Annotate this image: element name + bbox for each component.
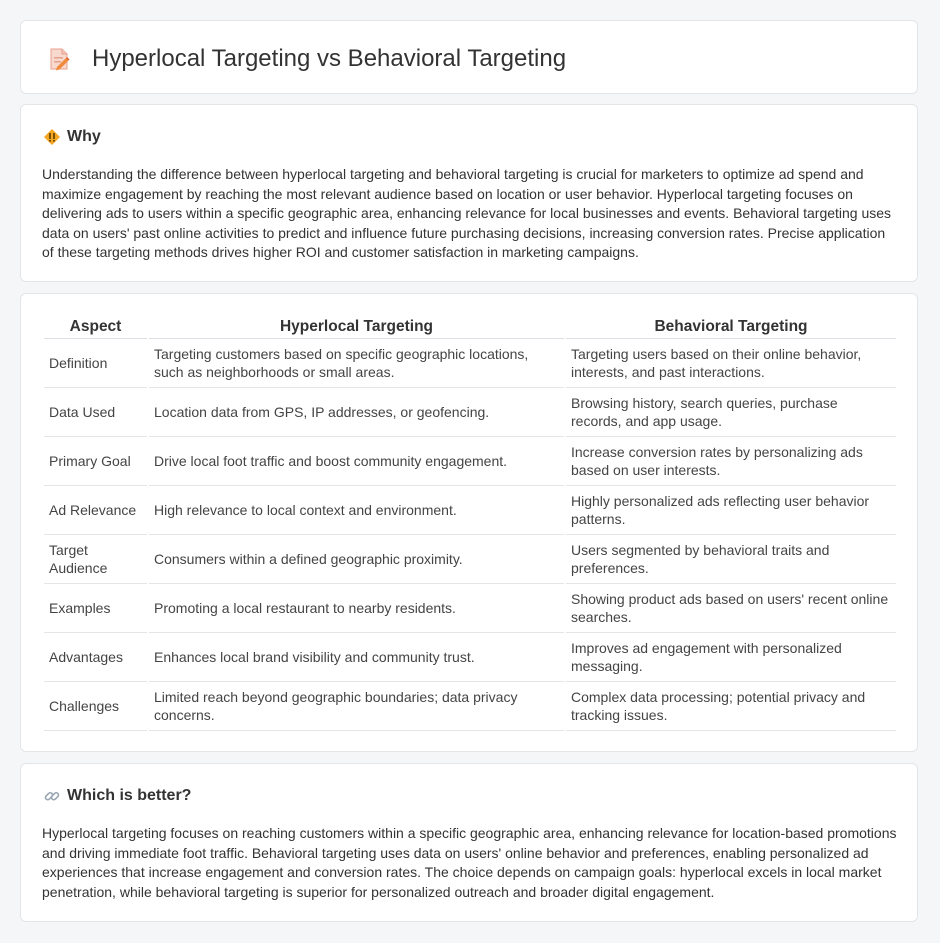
- row-hyperlocal: Location data from GPS, IP addresses, or geofencing.: [149, 388, 564, 437]
- page-title: Hyperlocal Targeting vs Behavioral Targeting: [92, 45, 567, 72]
- link-icon: [43, 787, 61, 805]
- row-hyperlocal: Enhances local brand visibility and community trust.: [149, 633, 564, 682]
- which-heading: Which is better?: [67, 787, 192, 804]
- row-aspect: Examples: [44, 584, 147, 633]
- title-card: [20, 20, 918, 94]
- row-hyperlocal: Consumers within a defined geographic proximity.: [149, 535, 564, 584]
- row-behavioral: Complex data processing; potential privacy and tracking issues.: [566, 682, 896, 731]
- table-header-row: [44, 316, 896, 339]
- table-row: [44, 535, 896, 584]
- row-hyperlocal: High relevance to local context and environment.: [149, 486, 564, 535]
- header-hyperlocal: Hyperlocal Targeting: [149, 316, 564, 339]
- why-section: [20, 104, 918, 282]
- row-aspect: Primary Goal: [44, 437, 147, 486]
- row-behavioral: Improves ad engagement with personalized messaging.: [566, 633, 896, 682]
- table-row: [44, 388, 896, 437]
- why-heading: Why: [67, 128, 101, 145]
- row-behavioral: Browsing history, search queries, purchase records, and app usage.: [566, 388, 896, 437]
- row-hyperlocal: Drive local foot traffic and boost community engagement.: [149, 437, 564, 486]
- table-row: [44, 633, 896, 682]
- row-aspect: Challenges: [44, 682, 147, 731]
- which-text: Hyperlocal targeting focuses on reaching customers within a specific geographic area, enhancing relevance for location-based promotions and driving immediate foot traffic. Behavioral targeting uses data on users' online behavior and preferences, enabling personalized ad experiences that increase engagement and conversion rates. The choice depends on campaign goals: hyperlocal excels in local market penetration, while behavioral targeting is superior for personalized outreach and broader digital engagement.: [42, 825, 897, 900]
- row-aspect: Definition: [44, 339, 147, 388]
- row-aspect: Ad Relevance: [44, 486, 147, 535]
- table-row: [44, 339, 896, 388]
- row-aspect: Advantages: [44, 633, 147, 682]
- comparison-section: [20, 293, 918, 752]
- row-hyperlocal: Limited reach beyond geographic boundaries; data privacy concerns.: [149, 682, 564, 731]
- header-aspect: Aspect: [44, 316, 147, 339]
- row-aspect: Data Used: [44, 388, 147, 437]
- table-row: [44, 486, 896, 535]
- row-hyperlocal: Promoting a local restaurant to nearby residents.: [149, 584, 564, 633]
- row-behavioral: Increase conversion rates by personalizing ads based on user interests.: [566, 437, 896, 486]
- header-behavioral: Behavioral Targeting: [566, 316, 896, 339]
- table-row: [44, 437, 896, 486]
- row-behavioral: Highly personalized ads reflecting user behavior patterns.: [566, 486, 896, 535]
- why-heading-row: [43, 127, 101, 147]
- comparison-table: [42, 316, 898, 731]
- row-aspect: Target Audience: [44, 535, 147, 584]
- diamond-warning-icon: [43, 128, 61, 146]
- table-row: [44, 682, 896, 731]
- row-behavioral: Showing product ads based on users' recent online searches.: [566, 584, 896, 633]
- document-pencil-icon: [46, 46, 72, 72]
- which-section: [20, 763, 918, 922]
- row-behavioral: Users segmented by behavioral traits and preferences.: [566, 535, 896, 584]
- why-text: Understanding the difference between hyperlocal targeting and behavioral targeting is crucial for marketers to optimize ad spend and maximize engagement by reaching the most relevant audience based on location or user behavior. Hyperlocal targeting focuses on delivering ads to users within a specific geographic area, enhancing relevance for local businesses and events. Behavioral targeting uses data on users' past online activities to predict and influence future purchasing decisions, increasing conversion rates. Precise application of these targeting methods drives higher ROI and customer satisfaction in marketing campaigns.: [42, 166, 892, 260]
- which-heading-row: [43, 786, 191, 806]
- row-hyperlocal: Targeting customers based on specific geographic locations, such as neighborhoods or small areas.: [149, 339, 564, 388]
- title-row: [46, 45, 566, 73]
- table-row: [44, 584, 896, 633]
- row-behavioral: Targeting users based on their online behavior, interests, and past interactions.: [566, 339, 896, 388]
